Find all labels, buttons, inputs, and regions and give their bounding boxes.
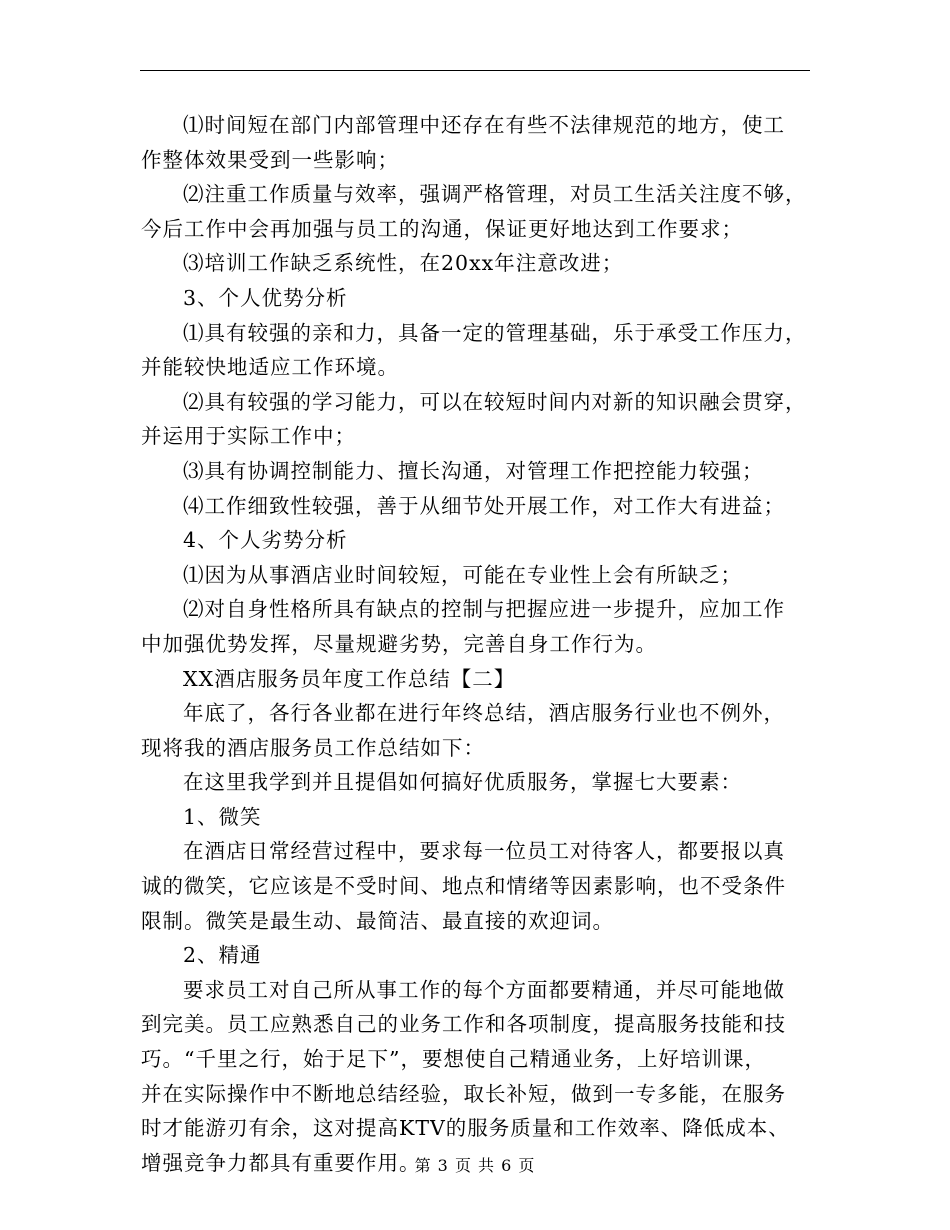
text-line: ⑶培训工作缺乏系统性，在20xx年注意改进； — [183, 251, 624, 276]
text-line: 中加强优势发挥，尽量规避劣势，完善自身工作行为。 — [141, 631, 657, 656]
text-line: 限制。微笑是最生动、最简洁、最直接的欢迎词。 — [141, 908, 614, 933]
text-line: ⑴具有较强的亲和力，具备一定的管理基础，乐于承受工作压力， — [183, 320, 807, 345]
text-line: ⑶具有协调控制能力、擅长沟通，对管理工作把控能力较强； — [183, 458, 764, 483]
text-line: ⑴时间短在部门内部管理中还存在有些不法律规范的地方，使工 — [183, 113, 785, 137]
text-line: ⑵具有较强的学习能力，可以在较短时间内对新的知识融会贯穿， — [183, 389, 807, 414]
document-subtitle: XX酒店服务员年度工作总结【二】 — [183, 666, 516, 691]
text-line: 并在实际操作中不断地总结经验，取长补短，做到一专多能，在服务 — [141, 1081, 786, 1106]
text-line: 诚的微笑，它应该是不受时间、地点和情绪等因素影响，也不受条件 — [141, 874, 786, 899]
text-line: 时才能游刃有余，这对提高KTV的服务质量和工作效率、降低成本、 — [141, 1116, 790, 1141]
text-line: 在酒店日常经营过程中，要求每一位员工对待客人，都要报以真 — [183, 839, 785, 864]
text-line: 并运用于实际工作中； — [141, 424, 356, 449]
section-heading: 1、微笑 — [183, 804, 262, 829]
text-line: ⑷工作细致性较强，善于从细节处开展工作，对工作大有进益； — [183, 493, 785, 518]
text-line: ⑴因为从事酒店业时间较短，可能在专业性上会有所缺乏； — [183, 562, 742, 587]
section-heading: 2、精通 — [183, 943, 262, 968]
text-line: 在这里我学到并且提倡如何搞好优质服务，掌握七大要素： — [183, 770, 742, 795]
text-line: 增强竞争力都具有重要作用。 — [141, 1150, 421, 1175]
body-text — [141, 108, 813, 1180]
section-heading: 4、个人劣势分析 — [183, 528, 348, 553]
text-line: 到完美。员工应熟悉自己的业务工作和各项制度，提高服务技能和技 — [141, 1012, 786, 1037]
page-number-footer: 第 3 页 共 6 页 — [414, 1156, 536, 1175]
text-line: 今后工作中会再加强与员工的沟通，保证更好地达到工作要求； — [141, 216, 743, 241]
section-heading: 3、个人优势分析 — [183, 285, 348, 310]
text-line: 年底了，各行各业都在进行年终总结，酒店服务行业也不例外， — [183, 701, 785, 726]
text-line: ⑵注重工作质量与效率，强调严格管理，对员工生活关注度不够， — [183, 182, 807, 207]
text-line: 作整体效果受到一些影响； — [141, 147, 399, 172]
header-rule — [140, 70, 810, 71]
text-line: ⑵对自身性格所具有缺点的控制与把握应进一步提升，应加工作 — [183, 597, 785, 622]
text-line: 现将我的酒店服务员工作总结如下： — [141, 735, 485, 760]
text-line: 巧。“千里之行，始于足下”，要想使自己精通业务，上好培训课， — [141, 1047, 766, 1072]
text-line: 并能较快地适应工作环境。 — [141, 355, 399, 380]
text-line: 要求员工对自己所从事工作的每个方面都要精通，并尽可能地做 — [183, 977, 785, 1002]
